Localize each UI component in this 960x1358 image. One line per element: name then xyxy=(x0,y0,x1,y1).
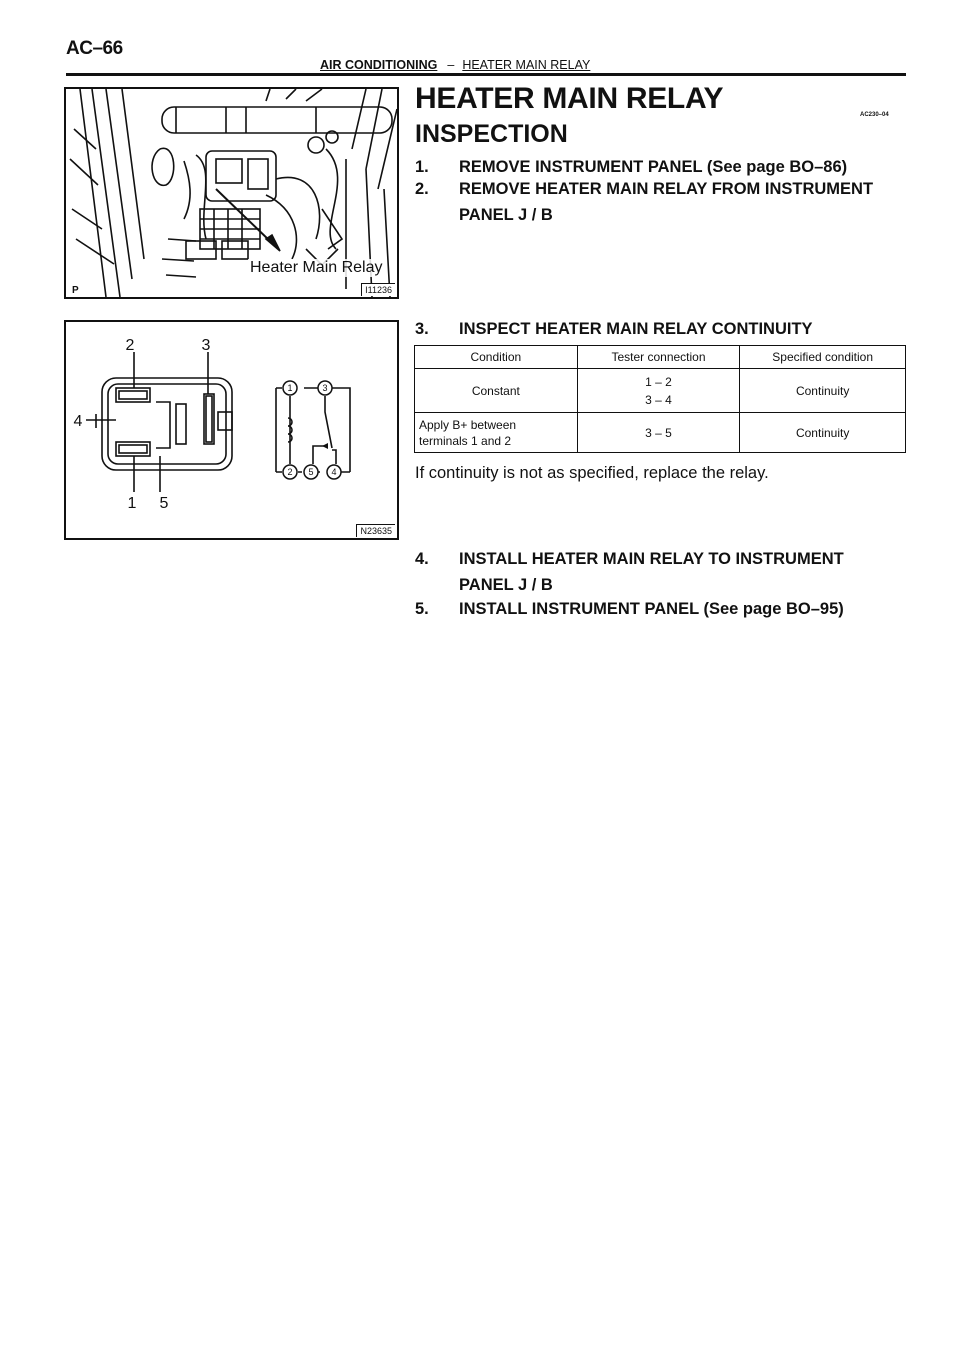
circuit-node-2: 2 xyxy=(287,467,293,477)
table-header-cell: Condition xyxy=(415,346,578,369)
step-text: INSTALL HEATER MAIN RELAY TO INSTRUMENT xyxy=(459,550,844,568)
circuit-node-5: 5 xyxy=(308,467,314,477)
tester-connection-cell xyxy=(577,369,740,413)
page-id: AC–66 xyxy=(66,38,123,59)
document-code: AC230–04 xyxy=(860,112,889,118)
step-text-continued: PANEL J / B xyxy=(459,206,553,224)
page-title: HEATER MAIN RELAY xyxy=(415,82,724,115)
step-text: REMOVE INSTRUMENT PANEL (See page BO–86) xyxy=(459,158,848,176)
replacement-note: If continuity is not as specified, replace the relay. xyxy=(415,464,769,482)
tester-connection-cell: 3 – 5 xyxy=(577,413,740,453)
condition-cell: Constant xyxy=(415,369,578,413)
section-header xyxy=(320,58,590,72)
circuit-node-4: 4 xyxy=(331,467,337,477)
circuit-node-3: 3 xyxy=(322,383,328,393)
figure1-label: Heater Main Relay xyxy=(250,259,383,276)
table-header-cell: Specified condition xyxy=(740,346,906,369)
step-5 xyxy=(415,596,915,623)
step-4 xyxy=(415,546,915,600)
terminal-label-4: 4 xyxy=(73,413,83,430)
circuit-node-1: 1 xyxy=(287,383,293,393)
relay-terminal-diagram xyxy=(66,322,397,538)
section-dash: – xyxy=(447,58,455,72)
specified-condition-cell: Continuity xyxy=(740,369,906,413)
relay-terminal-figure xyxy=(64,320,399,540)
continuity-spec-table xyxy=(414,345,906,453)
table-header-cell: Tester connection xyxy=(577,346,740,369)
table-row xyxy=(415,413,906,453)
step-number: 3. xyxy=(415,320,429,338)
relay-location-figure xyxy=(64,87,399,299)
terminal-label-5: 5 xyxy=(159,495,169,512)
condition-line: Apply B+ between xyxy=(419,417,517,432)
step-number: 4. xyxy=(415,550,429,568)
step-3 xyxy=(415,316,915,343)
step-number: 5. xyxy=(415,600,429,618)
figure2-code: N23635 xyxy=(356,524,395,537)
section-main: AIR CONDITIONING xyxy=(320,58,438,72)
section-subtitle: INSPECTION xyxy=(415,120,568,148)
terminal-label-3: 3 xyxy=(201,337,211,354)
terminal-label-1: 1 xyxy=(127,495,137,512)
tester-connection-line: 3 – 4 xyxy=(645,392,672,407)
condition-cell xyxy=(415,413,578,453)
section-sub: HEATER MAIN RELAY xyxy=(462,58,591,72)
table-header-row xyxy=(415,346,906,369)
figure1-corner-mark: P xyxy=(72,285,79,296)
step-text-continued: PANEL J / B xyxy=(459,576,553,594)
step-text: INSPECT HEATER MAIN RELAY CONTINUITY xyxy=(459,320,813,338)
table-row xyxy=(415,369,906,413)
header-rule xyxy=(66,73,906,76)
tester-connection-line: 1 – 2 xyxy=(645,374,672,389)
step-number: 2. xyxy=(415,180,429,198)
step-number: 1. xyxy=(415,158,429,176)
figure1-code: I11236 xyxy=(361,283,395,296)
specified-condition-cell: Continuity xyxy=(740,413,906,453)
terminal-label-2: 2 xyxy=(125,337,135,354)
step-text: REMOVE HEATER MAIN RELAY FROM INSTRUMENT xyxy=(459,180,874,198)
condition-line: terminals 1 and 2 xyxy=(419,433,512,448)
step-2 xyxy=(415,176,915,230)
step-text: INSTALL INSTRUMENT PANEL (See page BO–95) xyxy=(459,600,844,618)
